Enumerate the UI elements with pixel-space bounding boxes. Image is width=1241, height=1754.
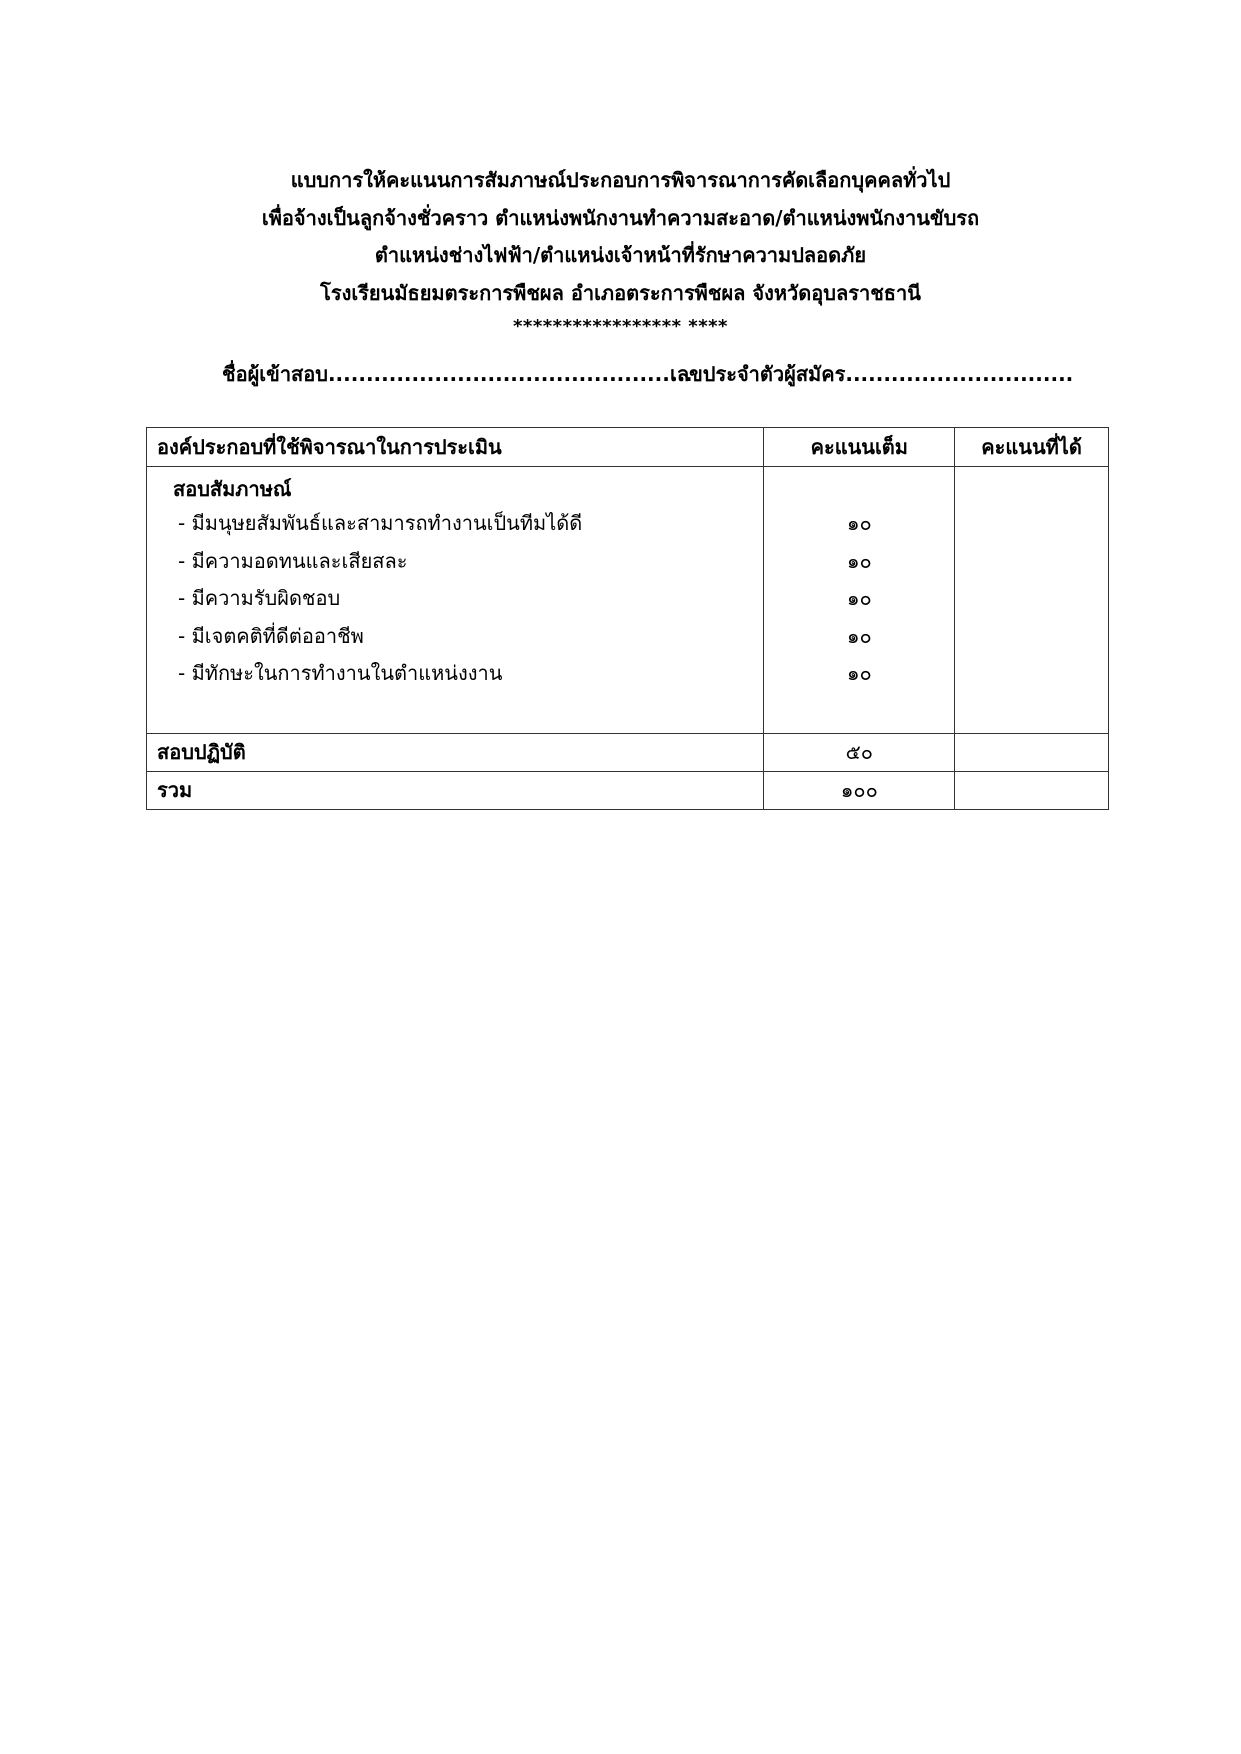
score-table	[146, 427, 1109, 810]
header-title-line-2: เพื่อจ้างเป็นลูกจ้างชั่วคราว ตำแหน่งพนักงานทำความสะอาด/ตำแหน่งพนักงานขับรถ	[261, 205, 980, 230]
header-component: องค์ประกอบที่ใช้พิจารณาในการประเมิน	[147, 428, 764, 467]
criterion-full-score: ๑๐	[846, 661, 872, 685]
practical-row	[147, 734, 1109, 772]
criterion-item: - มีความอดทนและเสียสละ	[178, 548, 408, 573]
header-title-line-3: ตำแหน่งช่างไฟฟ้า/ตำแหน่งเจ้าหน้าที่รักษาความปลอดภัย	[374, 243, 867, 267]
interview-section-title: สอบสัมภาษณ์	[173, 477, 292, 501]
header-separator-stars: ***************** ****	[513, 316, 728, 337]
criterion-full-score: ๑๐	[846, 586, 872, 610]
practical-score-obtained-cell[interactable]	[955, 734, 1109, 772]
interview-score-obtained-cell[interactable]	[955, 467, 1109, 734]
criterion-full-score: ๑๐	[846, 511, 872, 535]
total-row	[147, 772, 1109, 810]
header-score-obtained: คะแนนที่ได้	[955, 428, 1109, 467]
criterion-item: - มีความรับผิดชอบ	[178, 586, 341, 610]
practical-label: สอบปฏิบัติ	[147, 734, 764, 772]
total-full-score: ๑๐๐	[764, 772, 955, 810]
criterion-item: - มีมนุษยสัมพันธ์และสามารถทำงานเป็นทีมได้ดี	[178, 511, 583, 535]
header-school-line: โรงเรียนมัธยมตระการพืชผล อำเภอตระการพืชผล จังหวัดอุบลราชธานี	[320, 280, 921, 305]
practical-full-score: ๕๐	[764, 734, 955, 772]
table-header-row	[147, 428, 1109, 467]
document-header	[0, 162, 1241, 342]
criterion-item: - มีทักษะในการทำงานในตำแหน่งงาน	[178, 661, 503, 685]
criterion-item: - มีเจตคติที่ดีต่ออาชีพ	[178, 623, 364, 648]
header-full-score: คะแนนเต็ม	[764, 428, 955, 467]
candidate-id-field[interactable]: เลขประจำตัวผู้สมัคร..............................	[670, 362, 1074, 386]
criterion-full-score: ๑๐	[846, 623, 872, 648]
candidate-name-field[interactable]: ชื่อผู้เข้าสอบ................................................	[222, 362, 693, 386]
total-label: รวม	[147, 772, 764, 810]
interview-criteria-cell	[147, 467, 764, 734]
criterion-full-score: ๑๐	[846, 548, 872, 573]
interview-full-score-cell	[764, 467, 955, 734]
interview-section-row	[147, 467, 1109, 734]
header-title-line-1: แบบการให้คะแนนการสัมภาษณ์ประกอบการพิจารณาการคัดเลือกบุคคลทั่วไป	[290, 168, 951, 192]
total-score-obtained-cell[interactable]	[955, 772, 1109, 810]
